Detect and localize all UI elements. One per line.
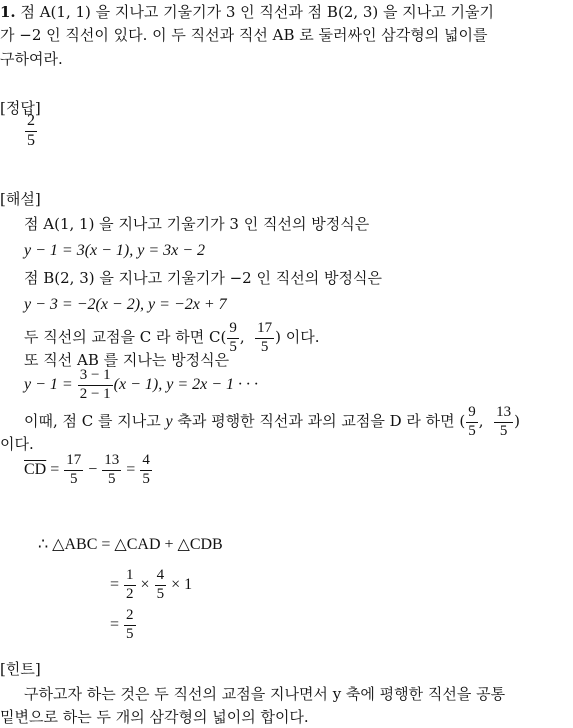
eq3-num: 3 − 1	[78, 368, 113, 386]
d-y-den: 5	[499, 422, 508, 439]
cd-b-num: 13	[102, 453, 121, 471]
area2-a-num: 1	[124, 568, 136, 586]
area2-b-den: 5	[156, 585, 165, 602]
area-line-3: = $\frac{2}{5}$	[110, 607, 134, 642]
problem-text-2: 가 −2 인 직선이 있다. 이 두 직선과 직선 AB 로 둘러싸인 삼각형의 넓이를	[0, 26, 488, 44]
hint-header: [힌트]	[0, 660, 41, 678]
l5-pre: 이때, 점 C 를 지나고	[24, 412, 161, 430]
c-text-pre: 두 직선의 교점을 C 라 하면 C(	[24, 328, 227, 346]
c-x-den: 5	[229, 338, 237, 355]
solution-line-1: 점 A(1, 1) 을 지나고 기울기가 3 인 직선의 방정식은	[24, 215, 370, 233]
answer-den: 5	[27, 131, 35, 149]
solution-line-6: 이다.	[0, 435, 34, 453]
problem-line-1	[0, 2, 494, 22]
problem-text-1: 점 A(1, 1) 을 지나고 기울기가 3 인 직선과 점 B(2, 3) 을 지나고 기울기	[20, 3, 495, 21]
area2-a-den: 2	[126, 585, 134, 602]
cd-b-den: 5	[108, 470, 116, 487]
c-y-num: 17	[255, 321, 274, 339]
cd-equation: $\overline{CD}$ = $\frac{17}{5}$ − $\frac{13}{5}$ = $\frac{4}{5}$	[24, 452, 150, 487]
problem-text-3: 구하여라.	[0, 50, 63, 68]
l5-post: )	[514, 412, 520, 430]
l5-y: y	[165, 413, 173, 430]
hint-line-1: 구하고자 하는 것은 두 직선의 교점을 지나면서 y 축에 평행한 직선을 공통	[24, 685, 506, 703]
d-y-num: 13	[494, 405, 513, 423]
hint-line-2: 밑변으로 하는 두 개의 삼각형의 넓이의 합이다.	[0, 708, 309, 726]
eq3-den: 2 − 1	[79, 385, 111, 402]
area3-num: 2	[124, 608, 136, 626]
solution-line-5: 이때, 점 C 를 지나고 y 축과 평행한 직선과 과의 교점을 D 라 하면 ( $\frac{9}{5}$ , $\frac{13}{5}$ )	[24, 403, 520, 439]
area-line-1: ∴ △ABC = △CAD + △CDB	[38, 536, 223, 553]
answer-header: [정답]	[0, 99, 41, 117]
solution-header: [해설]	[0, 190, 41, 208]
area2-tail: × 1	[171, 576, 193, 593]
d-x-den: 5	[468, 422, 476, 439]
cd-c-num: 4	[140, 453, 152, 471]
solution-eq-2: y − 3 = −2(x − 2), y = −2x + 7	[24, 296, 227, 313]
solution-line-3: 두 직선의 교점을 C 라 하면 C( $\frac{9}{5}$ , $\frac{17}{5}$ ) 이다.	[24, 319, 320, 355]
solution-line-2: 점 B(2, 3) 을 지나고 기울기가 −2 인 직선의 방정식은	[24, 269, 382, 287]
area-line-2: = $\frac{1}{2}$ × $\frac{4}{5}$ × 1	[110, 567, 193, 602]
answer-num: 2	[25, 113, 37, 132]
cd-label: $\overline{CD}$	[24, 461, 47, 478]
eq3-pre: y − 1 =	[24, 376, 73, 393]
cd-a-den: 5	[70, 470, 78, 487]
cd-c-den: 5	[142, 470, 150, 487]
d-x-num: 9	[466, 405, 478, 423]
eq3-post: (x − 1), y = 2x − 1 · · ·	[113, 376, 259, 393]
area3-den: 5	[126, 625, 134, 642]
solution-eq-1: y − 1 = 3(x − 1), y = 3x − 2	[24, 242, 206, 259]
c-y-den: 5	[260, 338, 269, 355]
c-x-num: 9	[227, 321, 239, 339]
area2-b-num: 4	[155, 568, 167, 586]
l5-mid: 축과 평행한 직선과 과의 교점을 D 라 하면 (	[172, 412, 466, 430]
cd-a-num: 17	[64, 453, 83, 471]
answer-fraction	[24, 113, 38, 150]
solution-line-4: 또 직선 AB 를 지나는 방정식은	[24, 351, 230, 369]
problem-number: 1.	[0, 3, 16, 21]
c-text-post: ) 이다.	[275, 328, 320, 346]
